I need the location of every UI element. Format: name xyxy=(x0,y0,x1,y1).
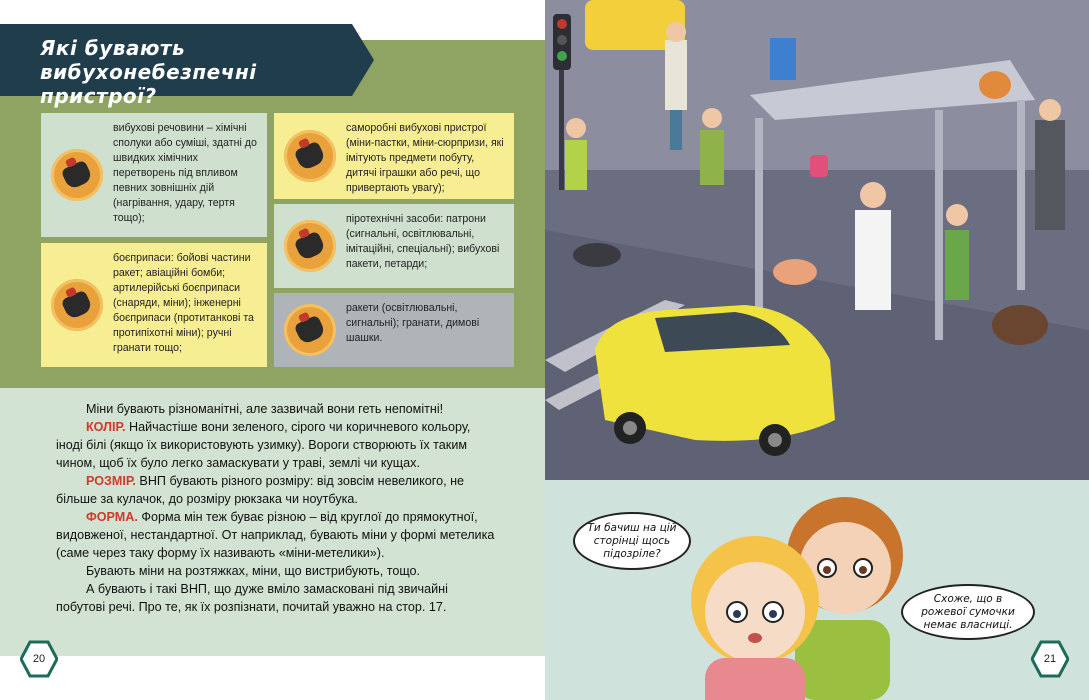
paragraph xyxy=(56,418,496,472)
page-number-right xyxy=(1031,640,1069,678)
title-line-2: вибухонебезпечні пристрої? xyxy=(40,60,257,108)
card-pyrotechnics xyxy=(274,204,514,288)
paragraph-text: ВНП бувають різного розміру: від зовсім невеликого, не більше за кулачок, до розміру рюкзака чи ноутбука. xyxy=(56,474,465,506)
right-page xyxy=(545,0,1089,700)
title-line-1: Які бувають xyxy=(40,36,186,60)
parking-sign xyxy=(770,38,796,80)
speech-bubble-question xyxy=(573,512,691,570)
paragraph xyxy=(56,508,496,562)
title-banner xyxy=(0,24,352,108)
card-text: боєприпаси: бойові частини ракет; авіаційні бомби; артилерійські боєприпаси (снаряди, міни); інженерні боєприпаси (протитанкові та протипіхотні міни); ручні гранати тощо; xyxy=(113,252,254,354)
keyword-size: РОЗМІР. xyxy=(86,474,136,488)
keyword-shape: ФОРМА. xyxy=(86,510,138,524)
girl-blonde-hair xyxy=(691,536,819,700)
paragraph: Бувають міни на розтяжках, міни, що вистрибують, тощо. xyxy=(86,564,421,578)
paragraph xyxy=(56,472,496,508)
dog xyxy=(992,305,1048,345)
body-text xyxy=(56,400,496,616)
page-title xyxy=(40,36,352,108)
page-number-text: 21 xyxy=(1043,653,1057,665)
aerial-bomb-icon xyxy=(51,279,103,331)
card-text: піротехнічні засоби: патрони (сигнальні, освітлювальні, імітаційні, спеціальні); вибухові пакети, петарди; xyxy=(346,213,500,270)
grenade-bottle-icon xyxy=(51,149,103,201)
comic-strip xyxy=(545,480,1089,700)
bubble-text: Ти бачиш на цій сторінці щось підозріле? xyxy=(587,521,677,560)
cat xyxy=(979,71,1011,99)
rocket-icon xyxy=(284,304,336,356)
paragraph-text: Найчастіше вони зеленого, сірого чи коричневого кольору, іноді білі (якщо їх використовують узимку). Вороги створюють їх таким чином, щоб їх було легко замаскувати у траві, землі чи кущах. xyxy=(56,420,471,470)
paragraph: А бувають і такі ВНП, що дуже вміло замасковані під звичайні побутові речі. Про те, як їх розпізнати, почитай уважно на стор. 17. xyxy=(56,582,448,614)
card-munitions xyxy=(41,243,267,367)
card-improvised-devices xyxy=(274,113,514,199)
paragraph-text: Форма мін теж буває різною – від круглої до прямокутної, видовженої, нестандартної. От наприклад, бувають міни у формі метелика (саме через таку форму їх називають «міни-метелики»). xyxy=(56,510,495,560)
card-text: саморобні вибухові пристрої (міни-пастки, міни-сюрпризи, які імітують предмети побуту, дитячі іграшки або речі, що привертають увагу); xyxy=(346,122,504,194)
card-explosives xyxy=(41,113,267,237)
speech-bubble-answer xyxy=(901,584,1035,640)
improvised-device-icon xyxy=(284,130,336,182)
card-text: ракети (освітлювальні, сигнальні); гранати, димові шашки. xyxy=(346,302,480,344)
page-number-left xyxy=(20,640,58,678)
pyrotechnics-icon xyxy=(284,220,336,272)
pink-handbag xyxy=(810,155,828,177)
dog xyxy=(773,259,817,285)
keyword-color: КОЛІР. xyxy=(86,420,126,434)
bubble-text: Схоже, що в рожевої сумочки немає власниці. xyxy=(921,592,1015,631)
page-number-text: 20 xyxy=(32,653,46,665)
dog xyxy=(573,243,621,267)
card-text: вибухові речовини – хімічні сполуки або суміші, здатні до швидких хімічних перетворень під впливом певних зовнішніх дій (нагрівання, удару, тертя тощо); xyxy=(113,122,257,224)
paragraph: Міни бувають різноманітні, але зазвичай вони геть непомітні! xyxy=(86,402,444,416)
street-illustration xyxy=(545,0,1089,480)
card-rockets xyxy=(274,293,514,367)
